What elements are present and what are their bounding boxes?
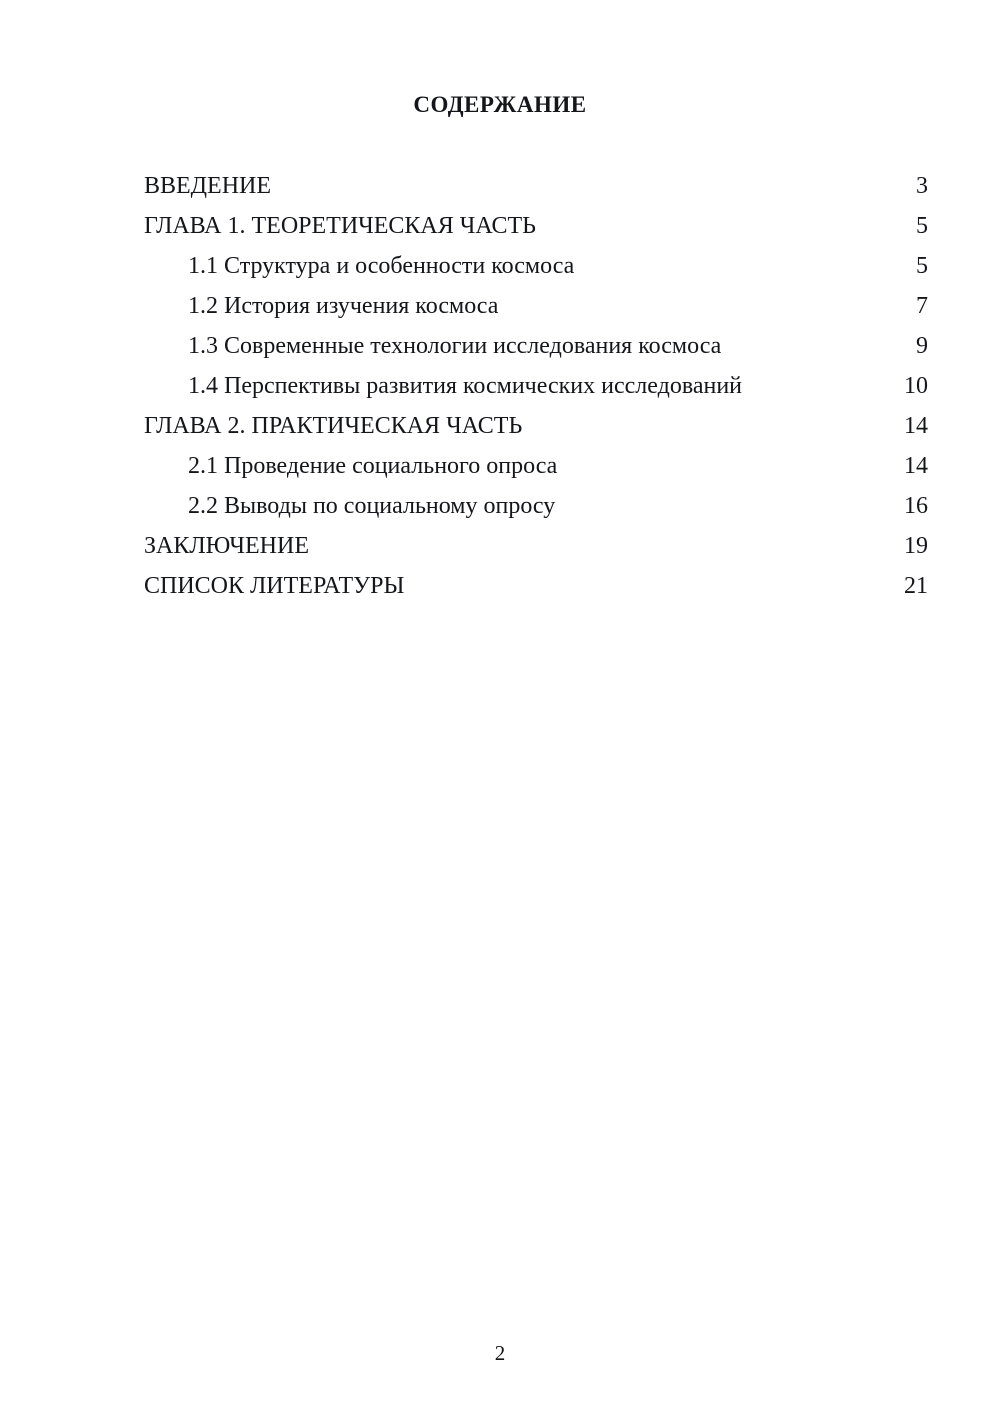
table-of-contents [0,166,1000,606]
toc-entry[interactable] [144,406,928,446]
toc-entry-page-number: 5 [916,213,928,239]
toc-entry-page-number: 7 [916,293,928,319]
toc-entry-label: ВВЕДЕНИЕ [144,173,272,199]
toc-entry-label: 1.4 Перспективы развития космических исследований [188,373,743,399]
toc-entry[interactable] [144,326,928,366]
toc-entry[interactable] [144,486,928,526]
toc-entry-label: 1.3 Современные технологии исследования космоса [188,333,722,359]
toc-entry-label: ЗАКЛЮЧЕНИЕ [144,533,309,559]
toc-entry-label: 2.2 Выводы по социальному опросу [188,493,556,519]
toc-entry-label: ГЛАВА 1. ТЕОРЕТИЧЕСКАЯ ЧАСТЬ [144,213,536,239]
toc-entry[interactable] [144,286,928,326]
toc-entry[interactable] [144,246,928,286]
toc-entry-label: СПИСОК ЛИТЕРАТУРЫ [144,573,405,599]
toc-entry[interactable] [144,446,928,486]
toc-entry-label: ГЛАВА 2. ПРАКТИЧЕСКАЯ ЧАСТЬ [144,413,523,439]
page-title: СОДЕРЖАНИЕ [413,92,587,117]
toc-entry-page-number: 10 [904,373,928,399]
toc-entry-page-number: 3 [916,173,928,199]
toc-entry[interactable] [144,566,928,606]
toc-entry[interactable] [144,366,928,406]
toc-entry[interactable] [144,166,928,206]
toc-entry-page-number: 19 [904,533,928,559]
toc-entry-page-number: 9 [916,333,928,359]
toc-entry-page-number: 14 [904,413,928,439]
toc-entry-page-number: 21 [904,573,928,599]
toc-entry-label: 1.1 Структура и особенности космоса [188,253,575,279]
toc-entry-page-number: 16 [904,493,928,519]
toc-entry-page-number: 14 [904,453,928,479]
toc-entry-label: 1.2 История изучения космоса [188,293,499,319]
toc-entry[interactable] [144,526,928,566]
toc-entry[interactable] [144,206,928,246]
page-number-footer: 2 [494,1341,506,1365]
toc-entry-label: 2.1 Проведение социального опроса [188,453,558,479]
toc-entry-page-number: 5 [916,253,928,279]
